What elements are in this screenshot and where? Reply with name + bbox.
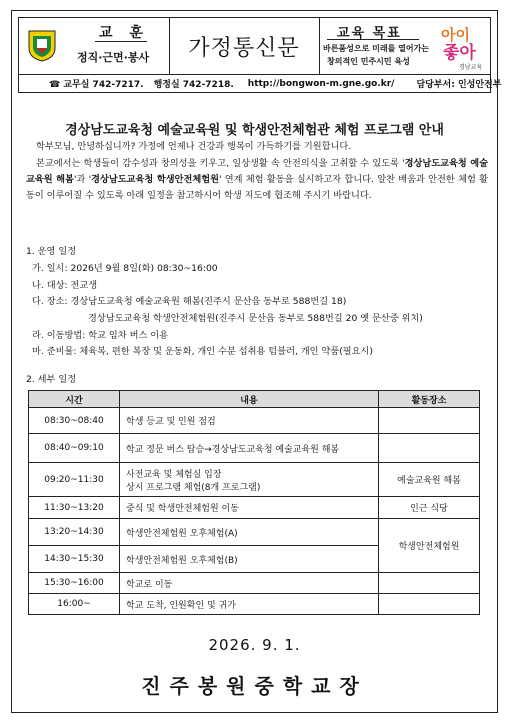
motto-title: 교 훈: [99, 25, 149, 41]
row-content: 학생안전체험원 오후체험(A): [120, 519, 379, 546]
goal-line-1: 바른품성으로 미래를 열어가는: [323, 44, 430, 53]
intro-text-2: '과 ': [73, 174, 92, 186]
row-content: 중식 및 학생안전체험원 이동: [120, 497, 379, 519]
row-content: 학교로 이동: [120, 573, 379, 594]
row-time: 16:00~: [29, 594, 120, 615]
row-time: 15:30~16:00: [29, 573, 120, 594]
document-title: 경상남도교육청 예술교육원 및 학생안전체험관 체험 프로그램 안내: [65, 123, 444, 138]
table-row: [29, 408, 480, 434]
schedule-place-1: 다. 장소: 경상남도교육청 예술교육원 해봄(진주시 문산읍 동부로 588번길 18): [32, 296, 347, 307]
row-time: 08:40~09:10: [29, 434, 120, 463]
row-content-line-2: 상시 프로그램 체험(8개 프로그램): [126, 482, 261, 493]
department: 담당부서: 인성안전부: [416, 80, 502, 90]
schedule-place-2: 경상남도교육청 학생안전체험원(진주시 문산읍 동부로 588번길 20 옛 문산중 위치): [88, 313, 423, 324]
motto-divider: [95, 41, 147, 42]
admin-phone: 행정실 742-7218.: [153, 80, 234, 90]
newsletter-page: [11, 10, 502, 713]
intro-text-1: 본교에서는 학생들이 감수성과 창의성을 키우고, 일상생활 속 안전의식을 고취할 수 있도록 ': [36, 158, 405, 169]
row-content: 학생안전체험원 오후체험(B): [120, 546, 379, 573]
gyeongnam-education-logo: [437, 20, 489, 72]
row-content-line-1: 사전교육 및 체험실 입장: [126, 469, 222, 480]
row-time: 11:30~13:20: [29, 497, 120, 519]
school-emblem-icon: [27, 28, 57, 62]
row-place: [379, 594, 480, 615]
row-place: 학생안전체험원: [379, 519, 480, 573]
school-principal-signature: 진주봉원중학교장: [141, 674, 368, 698]
education-goal-box: [319, 18, 492, 74]
row-content: [120, 463, 379, 497]
table-row: [29, 497, 480, 519]
table-row: [29, 573, 480, 594]
school-motto-box: [19, 18, 170, 74]
intro-paragraph: [26, 156, 488, 205]
table-row: [29, 594, 480, 615]
schedule-target: 나. 대상: 전교생: [32, 280, 98, 291]
goal-title: 교육 목표: [337, 26, 402, 41]
table-header-row: [29, 391, 480, 408]
schedule-date: 가. 일시: 2026년 9월 8일(화) 08:30~16:00: [32, 263, 218, 274]
intro-text-3: ' 연계 체험 활동을 실시하고자 합니다. 알찬 배움과 안전한 체험 활동이 이루어질 수 있도록 아래 일정을 참고하시어 학생 지도에 협조해 주시기 바랍니다.: [26, 174, 488, 202]
row-time: 09:20~11:30: [29, 463, 120, 497]
table-row: [29, 434, 480, 463]
schedule-supplies: 마. 준비물: 체육복, 편한 복장 및 운동화, 개인 수분 섭취용 텀블러, 개인 약품(필요시): [32, 346, 373, 357]
schedule-table: [28, 390, 480, 615]
goal-line-2: 창의적인 민주시민 육성: [327, 57, 410, 66]
row-time: 13:20~14:30: [29, 519, 120, 546]
column-header-content: 내용: [120, 391, 379, 408]
svg-text:좋아: 좋아: [443, 43, 476, 63]
column-header-place: 활동장소: [379, 391, 480, 408]
row-content: 학생 등교 및 인원 점검: [120, 408, 379, 434]
column-header-time: 시간: [29, 391, 120, 408]
intro-org-2: 경상남도교육청 학생안전체험원: [91, 174, 219, 186]
table-row: [29, 519, 480, 546]
row-time: 08:30~08:40: [29, 408, 120, 434]
motto-values: 정직·근면·봉사: [77, 51, 150, 64]
section-2-heading: 2. 세부 일정: [26, 374, 77, 385]
row-content: 학교 도착, 인원확인 및 귀가: [120, 594, 379, 615]
school-website-link[interactable]: http://bongwon-m.gne.go.kr/: [247, 78, 395, 89]
row-place: 인근 식당: [379, 497, 480, 519]
schedule-transport: 라. 이동방법: 학교 임차 버스 이용: [32, 330, 168, 341]
svg-text:경남교육: 경남교육: [459, 64, 483, 71]
letterhead: [18, 17, 491, 75]
section-1-heading: 1. 운영 일정: [26, 246, 77, 257]
intro-org-1: 경상남도교육청 예술교육원 해봄: [26, 158, 488, 186]
goal-divider: [327, 39, 419, 40]
row-time: 14:30~15:30: [29, 546, 120, 573]
greeting: 학부모님, 안녕하십니까? 가정에 언제나 건강과 행복이 가득하기를 기원합니다.: [36, 141, 352, 152]
row-place: 예술교육원 해봄: [379, 463, 480, 497]
table-row: [29, 463, 480, 497]
office-phone: ☎ 교무실 742-7217.: [49, 80, 144, 90]
row-place: [379, 573, 480, 594]
row-place: [379, 408, 480, 434]
svg-text:아이: 아이: [441, 26, 470, 44]
row-content: 학교 정문 버스 탑승→경상남도교육청 예술교육원 해봄: [120, 434, 379, 463]
contact-bar: [18, 75, 502, 93]
issue-date: 2026. 9. 1.: [208, 636, 301, 654]
newsletter-title: 가정통신문: [169, 18, 320, 74]
row-place: [379, 434, 480, 463]
